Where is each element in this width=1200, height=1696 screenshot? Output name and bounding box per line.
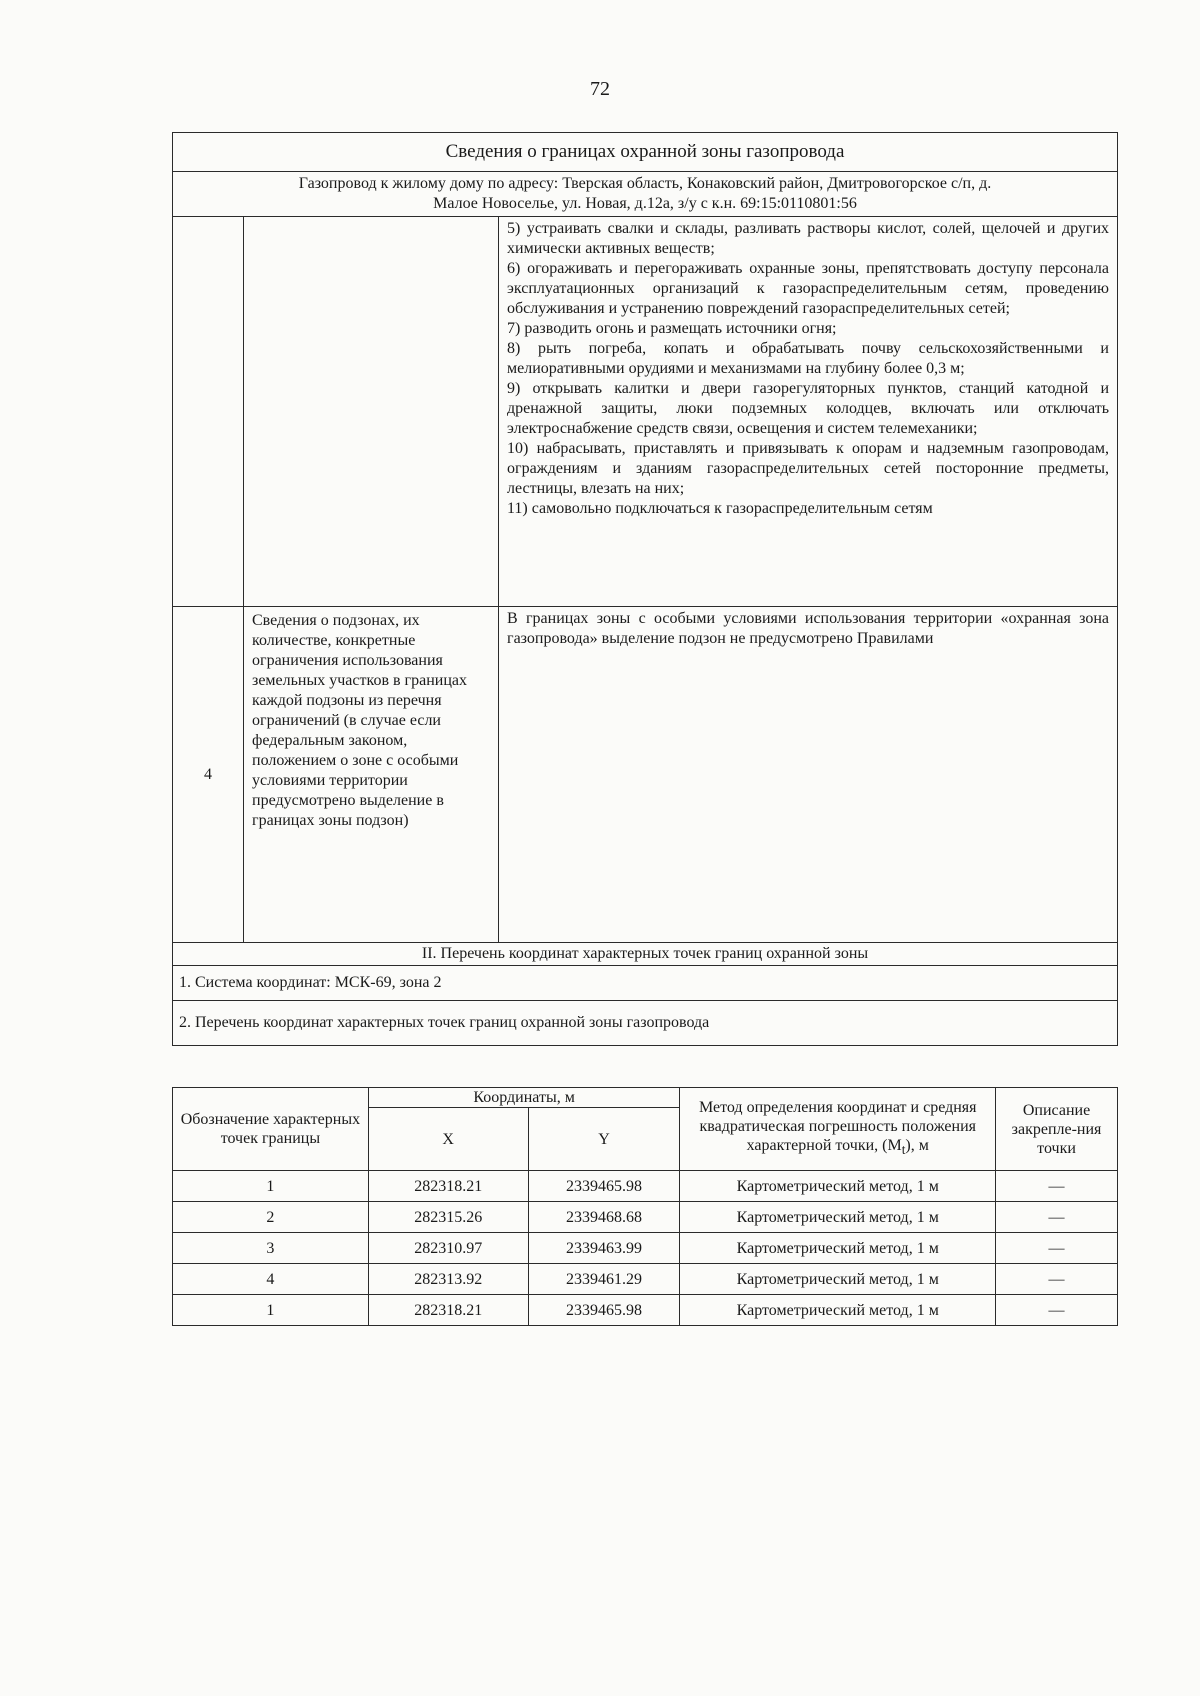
cell-y: 2339465.98 xyxy=(528,1295,680,1326)
col-point-header: Обозначение характерных точек границы xyxy=(173,1088,369,1171)
object-description-line2: Малое Новоселье, ул. Новая, д.12а, з/у с к.н. 69:15:0110801:56 xyxy=(433,195,857,212)
table-title: Сведения о границах охранной зоны газопровода xyxy=(173,133,1118,172)
row-label-empty xyxy=(244,217,499,607)
cell-x: 282318.21 xyxy=(368,1171,528,1202)
cell-y: 2339465.98 xyxy=(528,1171,680,1202)
subzones-label: Сведения о подзонах, их количестве, конкретные ограничения использования земельных участков в границах каждой подзоны из перечня ограничений (в случае если федеральным законом, положением о зоне с особыми условиями территории предусмотрено выделение в границах зоны подзон) xyxy=(244,607,499,943)
cell-desc: — xyxy=(996,1264,1118,1295)
section-2-title: II. Перечень координат характерных точек границ охранной зоны xyxy=(173,943,1118,966)
col-coords-header: Координаты, м xyxy=(368,1088,680,1108)
col-x-header: X xyxy=(368,1108,528,1171)
cell-x: 282310.97 xyxy=(368,1233,528,1264)
restriction-item: 11) самовольно подключаться к газораспределительным сетям xyxy=(507,500,933,517)
cell-point: 1 xyxy=(173,1171,369,1202)
cell-method: Картометрический метод, 1 м xyxy=(680,1295,996,1326)
cell-desc: — xyxy=(996,1233,1118,1264)
table-row xyxy=(173,1233,1118,1264)
restriction-item: 5) устраивать свалки и склады, разливать растворы кислот, солей, щелочей и других химически активных веществ; xyxy=(507,220,1109,257)
zone-info-table xyxy=(172,132,1118,1046)
row-number: 4 xyxy=(173,607,244,943)
cell-point: 2 xyxy=(173,1202,369,1233)
coordinates-table xyxy=(172,1087,1118,1326)
restriction-item: 8) рыть погреба, копать и обрабатывать почву сельскохозяйственными и мелиоративными орудиями и механизмами на глубину более 0,3 м; xyxy=(507,340,1109,377)
cell-point: 4 xyxy=(173,1264,369,1295)
cell-method: Картометрический метод, 1 м xyxy=(680,1264,996,1295)
cell-method: Картометрический метод, 1 м xyxy=(680,1233,996,1264)
cell-y: 2339468.68 xyxy=(528,1202,680,1233)
restriction-item: 10) набрасывать, приставлять и привязывать к опорам и надземным газопроводам, ограждениям и зданиям газораспределительных сетей посторонние предметы, лестницы, влезать на них; xyxy=(507,440,1109,497)
cell-desc: — xyxy=(996,1202,1118,1233)
row-number-empty xyxy=(173,217,244,607)
restriction-item: 7) разводить огонь и размещать источники огня; xyxy=(507,320,837,337)
cell-y: 2339461.29 xyxy=(528,1264,680,1295)
object-description xyxy=(173,172,1118,217)
cell-desc: — xyxy=(996,1171,1118,1202)
restriction-item: 6) огораживать и перегораживать охранные зоны, препятствовать доступу персонала эксплуатационных организаций к газораспределительным сетям, проведению обслуживания и устранению повреждений газораспределительных сетей; xyxy=(507,260,1109,317)
cell-y: 2339463.99 xyxy=(528,1233,680,1264)
coordinate-list-title: 2. Перечень координат характерных точек границ охранной зоны газопровода xyxy=(173,1001,1118,1046)
col-y-header: Y xyxy=(528,1108,680,1171)
coordinate-system: 1. Система координат: МСК-69, зона 2 xyxy=(173,966,1118,1001)
cell-point: 3 xyxy=(173,1233,369,1264)
object-description-line1: Газопровод к жилому дому по адресу: Тверская область, Конаковский район, Дмитровогорское с/п, д. xyxy=(298,175,992,192)
restrictions-list xyxy=(499,217,1118,607)
subzones-value: В границах зоны с особыми условиями использования территории «охранная зона газопровода» выделение подзон не предусмотрено Правилами xyxy=(499,607,1118,943)
col-method-header: Метод определения координат и средняя квадратическая погрешность положения характерной точки, $(M_t)$, м xyxy=(680,1088,996,1171)
cell-method: Картометрический метод, 1 м xyxy=(680,1202,996,1233)
col-desc-header: Описание закрепле-ния точки xyxy=(996,1088,1118,1171)
cell-x: 282318.21 xyxy=(368,1295,528,1326)
cell-x: 282313.92 xyxy=(368,1264,528,1295)
table-row xyxy=(173,1171,1118,1202)
cell-point: 1 xyxy=(173,1295,369,1326)
cell-x: 282315.26 xyxy=(368,1202,528,1233)
cell-method: Картометрический метод, 1 м xyxy=(680,1171,996,1202)
table-row xyxy=(173,1264,1118,1295)
table-row xyxy=(173,1295,1118,1326)
page-number: 72 xyxy=(590,78,610,100)
table-row xyxy=(173,1202,1118,1233)
cell-desc: — xyxy=(996,1295,1118,1326)
restriction-item: 9) открывать калитки и двери газорегуляторных пунктов, станций катодной и дренажной защиты, люки подземных колодцев, включать или отключать электроснабжение средств связи, освещения и систем телемеханики; xyxy=(507,380,1109,437)
